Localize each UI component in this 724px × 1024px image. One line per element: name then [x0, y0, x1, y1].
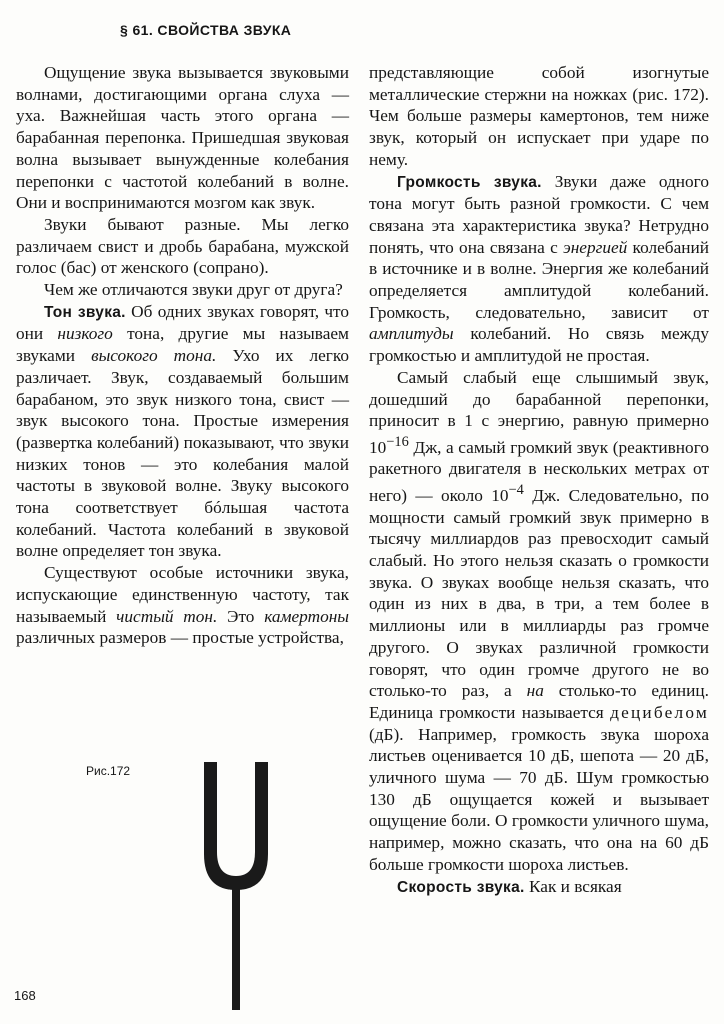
page-number: 168: [14, 988, 36, 1003]
paragraph-sounds-differ: Звуки бывают разные. Мы легко различаем свист и дробь барабана, мужской голос (бас) от женского (сопрано).: [16, 214, 349, 278]
paragraph-speed: Скорость звука. Как и всякая: [397, 876, 622, 896]
paragraph-question: Чем же отличаются звуки друг от друга?: [44, 280, 343, 300]
paragraph-tuning-forks: Существуют особые источники звука, испускающие единственную частоту, так называемый чистый тон. Это камертоны различных размеров — простые устройства,: [16, 563, 349, 648]
heading-speed: Скорость звука.: [397, 878, 525, 896]
page-title: § 61. СВОЙСТВА ЗВУКА: [120, 22, 292, 38]
paragraph-decibels: Самый слабый еще слышимый звук, дошедший до барабанной перепонки, приносит в 1 с энергию, равную примерно $10^{-16}$ Дж, а самый громкий звук (реактивного ракетного двигателя в нескольких метрах от него) — около $10^{-4}$ Дж. Следовательно, по мощности самый громкий звук примерно в тысячу миллиардов раз превосходит самый слабый. Но этого нельзя сказать о громкости звука. О звуках вообще нельзя сказать, что один из них в два, в три, а тем более в миллионы или в миллиарды раз громче другого. О звуках различной громкости говорят, что один громче другого не во столько-то раз, а на столько-то единиц. Единица громкости называется децибелом (дБ). Например, громкость звука шороха листьев оценивается 10 дБ, шепота — 20 дБ, уличного шума — 70 дБ. Шум громкостью 130 дБ ощущается кожей и вызывает ощущение боли. О громкости уличного шума, например, можно сказать, что она на 60 дБ больше громкости шороха листьев.: [369, 367, 709, 874]
left-column: [16, 62, 349, 649]
heading-tone: Тон звука.: [44, 303, 126, 321]
paragraph-fork-description: представляющие собой изогнутые металлические стержни на ножках (рис. 172). Чем больше размеры камертонов, тем ниже звук, который он испускает при ударе по нему.: [369, 63, 709, 169]
paragraph-loudness: Громкость звука. Звуки даже одного тона могут быть разной громкости. С чем связана эта характеристика звука? Нетрудно понять, что она связана с энергией колебаний в источнике и в волне. Энергия же колебаний определяется амплитудой колебаний. Громкость, следовательно, зависит от амплитуды колебаний. Но связь между громкостью и амплитудой не простая.: [369, 171, 709, 366]
right-column: [369, 62, 709, 898]
paragraph-tone: Тон звука. Об одних звуках говорят, что они низкого тона, другие мы называем звуками высокого тона. Ухо их легко различает. Звук, создаваемый большим барабаном, это звук низкого тона, свист — звук высокого тона. Простые измерения (развертка колебаний) показывают, что звуки низких тонов — это колебания малой частоты в звуковой волне. Звуку высокого тона соответствует бóльшая частота колебаний. Частота колебаний в звуковой волне определяет тон звука.: [16, 301, 349, 561]
tuning-fork-icon: [198, 752, 274, 1010]
paragraph-sound-perception: Ощущение звука вызывается звуковыми волнами, достигающими органа слуха — уха. Важнейшая часть этого органа — барабанная перепонка. Пришедшая звуковая волна вызывает вынужденные колебания перепонки с частотой колебаний в волне. Они и воспринимаются мозгом как звук.: [16, 63, 349, 213]
figure-caption: Рис.172: [86, 764, 131, 778]
heading-loudness: Громкость звука.: [397, 173, 542, 191]
